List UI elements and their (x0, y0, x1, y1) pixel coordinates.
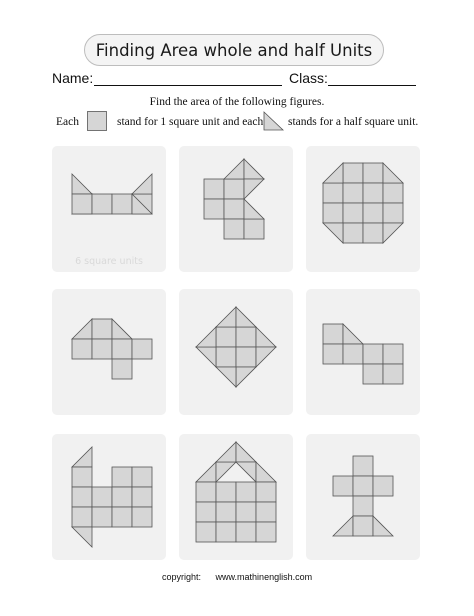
unit-square (343, 183, 363, 203)
title-text: Finding Area whole and half Units (95, 40, 373, 60)
figure-2 (179, 146, 293, 272)
unit-square (353, 516, 373, 536)
unit-square (323, 324, 343, 344)
unit-square (323, 344, 343, 364)
half-unit-triangle (216, 462, 236, 482)
unit-square (353, 496, 373, 516)
half-unit-triangle (323, 163, 343, 183)
figure-3-octagon (306, 146, 420, 272)
half-unit-triangle (236, 442, 256, 462)
unit-square (256, 502, 276, 522)
unit-square (323, 183, 343, 203)
unit-square (216, 327, 236, 347)
instruction: Find the area of the following figures. (149, 96, 325, 108)
half-unit-triangle (236, 307, 256, 327)
unit-square (236, 502, 256, 522)
unit-square (224, 179, 244, 199)
copyright-label: copyright: (162, 572, 202, 582)
figure-9-cross (306, 434, 420, 560)
half-unit-triangle (236, 367, 256, 387)
legend-each: Each (56, 116, 79, 128)
unit-square (92, 339, 112, 359)
half-unit-triangle (383, 163, 403, 183)
unit-square (112, 487, 132, 507)
unit-square (72, 507, 92, 527)
unit-square (196, 502, 216, 522)
half-unit-triangle (72, 527, 92, 547)
unit-square (373, 476, 393, 496)
unit-square (216, 502, 236, 522)
class-label: Class: (289, 70, 328, 86)
unit-square (72, 467, 92, 487)
half-unit-triangle (72, 319, 92, 339)
unit-square (132, 507, 152, 527)
unit-square (383, 344, 403, 364)
legend-square-text: stand for 1 square unit and each (117, 116, 264, 128)
half-unit-triangle (373, 516, 393, 536)
half-unit-triangle (216, 367, 236, 387)
unit-square (92, 507, 112, 527)
unit-square (363, 223, 383, 243)
figure-4 (52, 289, 166, 415)
class-field[interactable] (328, 85, 416, 86)
unit-square (236, 522, 256, 542)
unit-square (236, 347, 256, 367)
unit-square (323, 203, 343, 223)
name-label: Name: (52, 70, 94, 86)
unit-square (112, 507, 132, 527)
unit-square (383, 364, 403, 384)
half-unit-triangle (256, 347, 276, 367)
unit-square (343, 344, 363, 364)
unit-square (363, 364, 383, 384)
half-unit-triangle (72, 447, 92, 467)
half-unit-triangle (196, 347, 216, 367)
half-unit-triangle (244, 179, 264, 199)
unit-square (343, 163, 363, 183)
unit-square (363, 203, 383, 223)
unit-square (92, 194, 112, 214)
unit-square (112, 194, 132, 214)
website-link[interactable]: www.mathinenglish.com (215, 572, 313, 582)
unit-square (244, 219, 264, 239)
unit-square (353, 476, 373, 496)
unit-square (92, 487, 112, 507)
unit-square (383, 203, 403, 223)
half-unit-triangle (224, 159, 244, 179)
figure-5-diamond (179, 289, 293, 415)
unit-square (196, 482, 216, 502)
copyright-footer (162, 572, 324, 582)
half-unit-triangle (216, 307, 236, 327)
unit-square (204, 179, 224, 199)
unit-square (132, 339, 152, 359)
figure-6 (306, 289, 420, 415)
unit-square (363, 183, 383, 203)
unit-square (256, 482, 276, 502)
unit-square (216, 482, 236, 502)
unit-square (72, 339, 92, 359)
unit-square (343, 203, 363, 223)
legend-half-text: stands for a half square unit. (288, 116, 419, 128)
half-unit-triangle (244, 159, 264, 179)
half-unit-triangle (196, 327, 216, 347)
half-unit-triangle (112, 319, 132, 339)
unit-square (256, 522, 276, 542)
name-field[interactable] (94, 85, 282, 86)
unit-square (216, 347, 236, 367)
figure-8-house (179, 434, 293, 560)
unit-square (363, 163, 383, 183)
half-unit-triangle (256, 327, 276, 347)
unit-square (72, 194, 92, 214)
worksheet-title (84, 34, 384, 66)
unit-square (216, 522, 236, 542)
figure-1-bowtie (52, 146, 166, 272)
half-unit-triangle (383, 223, 403, 243)
half-unit-triangle (323, 223, 343, 243)
half-unit-triangle (256, 462, 276, 482)
half-unit-triangle (236, 462, 256, 482)
unit-square (92, 319, 112, 339)
unit-square (224, 199, 244, 219)
unit-square (333, 476, 353, 496)
unit-square (132, 487, 152, 507)
unit-square-icon (87, 111, 107, 131)
half-unit-triangle (216, 442, 236, 462)
example-answer: 6 square units (75, 256, 143, 267)
unit-square (132, 467, 152, 487)
unit-square (353, 456, 373, 476)
half-unit-triangle (196, 462, 216, 482)
unit-square (112, 339, 132, 359)
unit-square (236, 482, 256, 502)
half-unit-triangle (333, 516, 353, 536)
figure-7 (52, 434, 166, 560)
half-unit-triangle (244, 199, 264, 219)
unit-square (224, 219, 244, 239)
half-unit-triangle (343, 324, 363, 344)
unit-square (343, 223, 363, 243)
half-unit-triangle (72, 174, 92, 194)
name-class-row (52, 70, 432, 90)
unit-square (72, 487, 92, 507)
unit-square (196, 522, 216, 542)
legend (0, 111, 474, 133)
unit-square (363, 344, 383, 364)
unit-square (383, 183, 403, 203)
half-unit-triangle (132, 174, 152, 194)
unit-square (204, 199, 224, 219)
unit-square (236, 327, 256, 347)
unit-square (112, 467, 132, 487)
half-unit-triangle-icon (263, 111, 285, 131)
unit-square (112, 359, 132, 379)
